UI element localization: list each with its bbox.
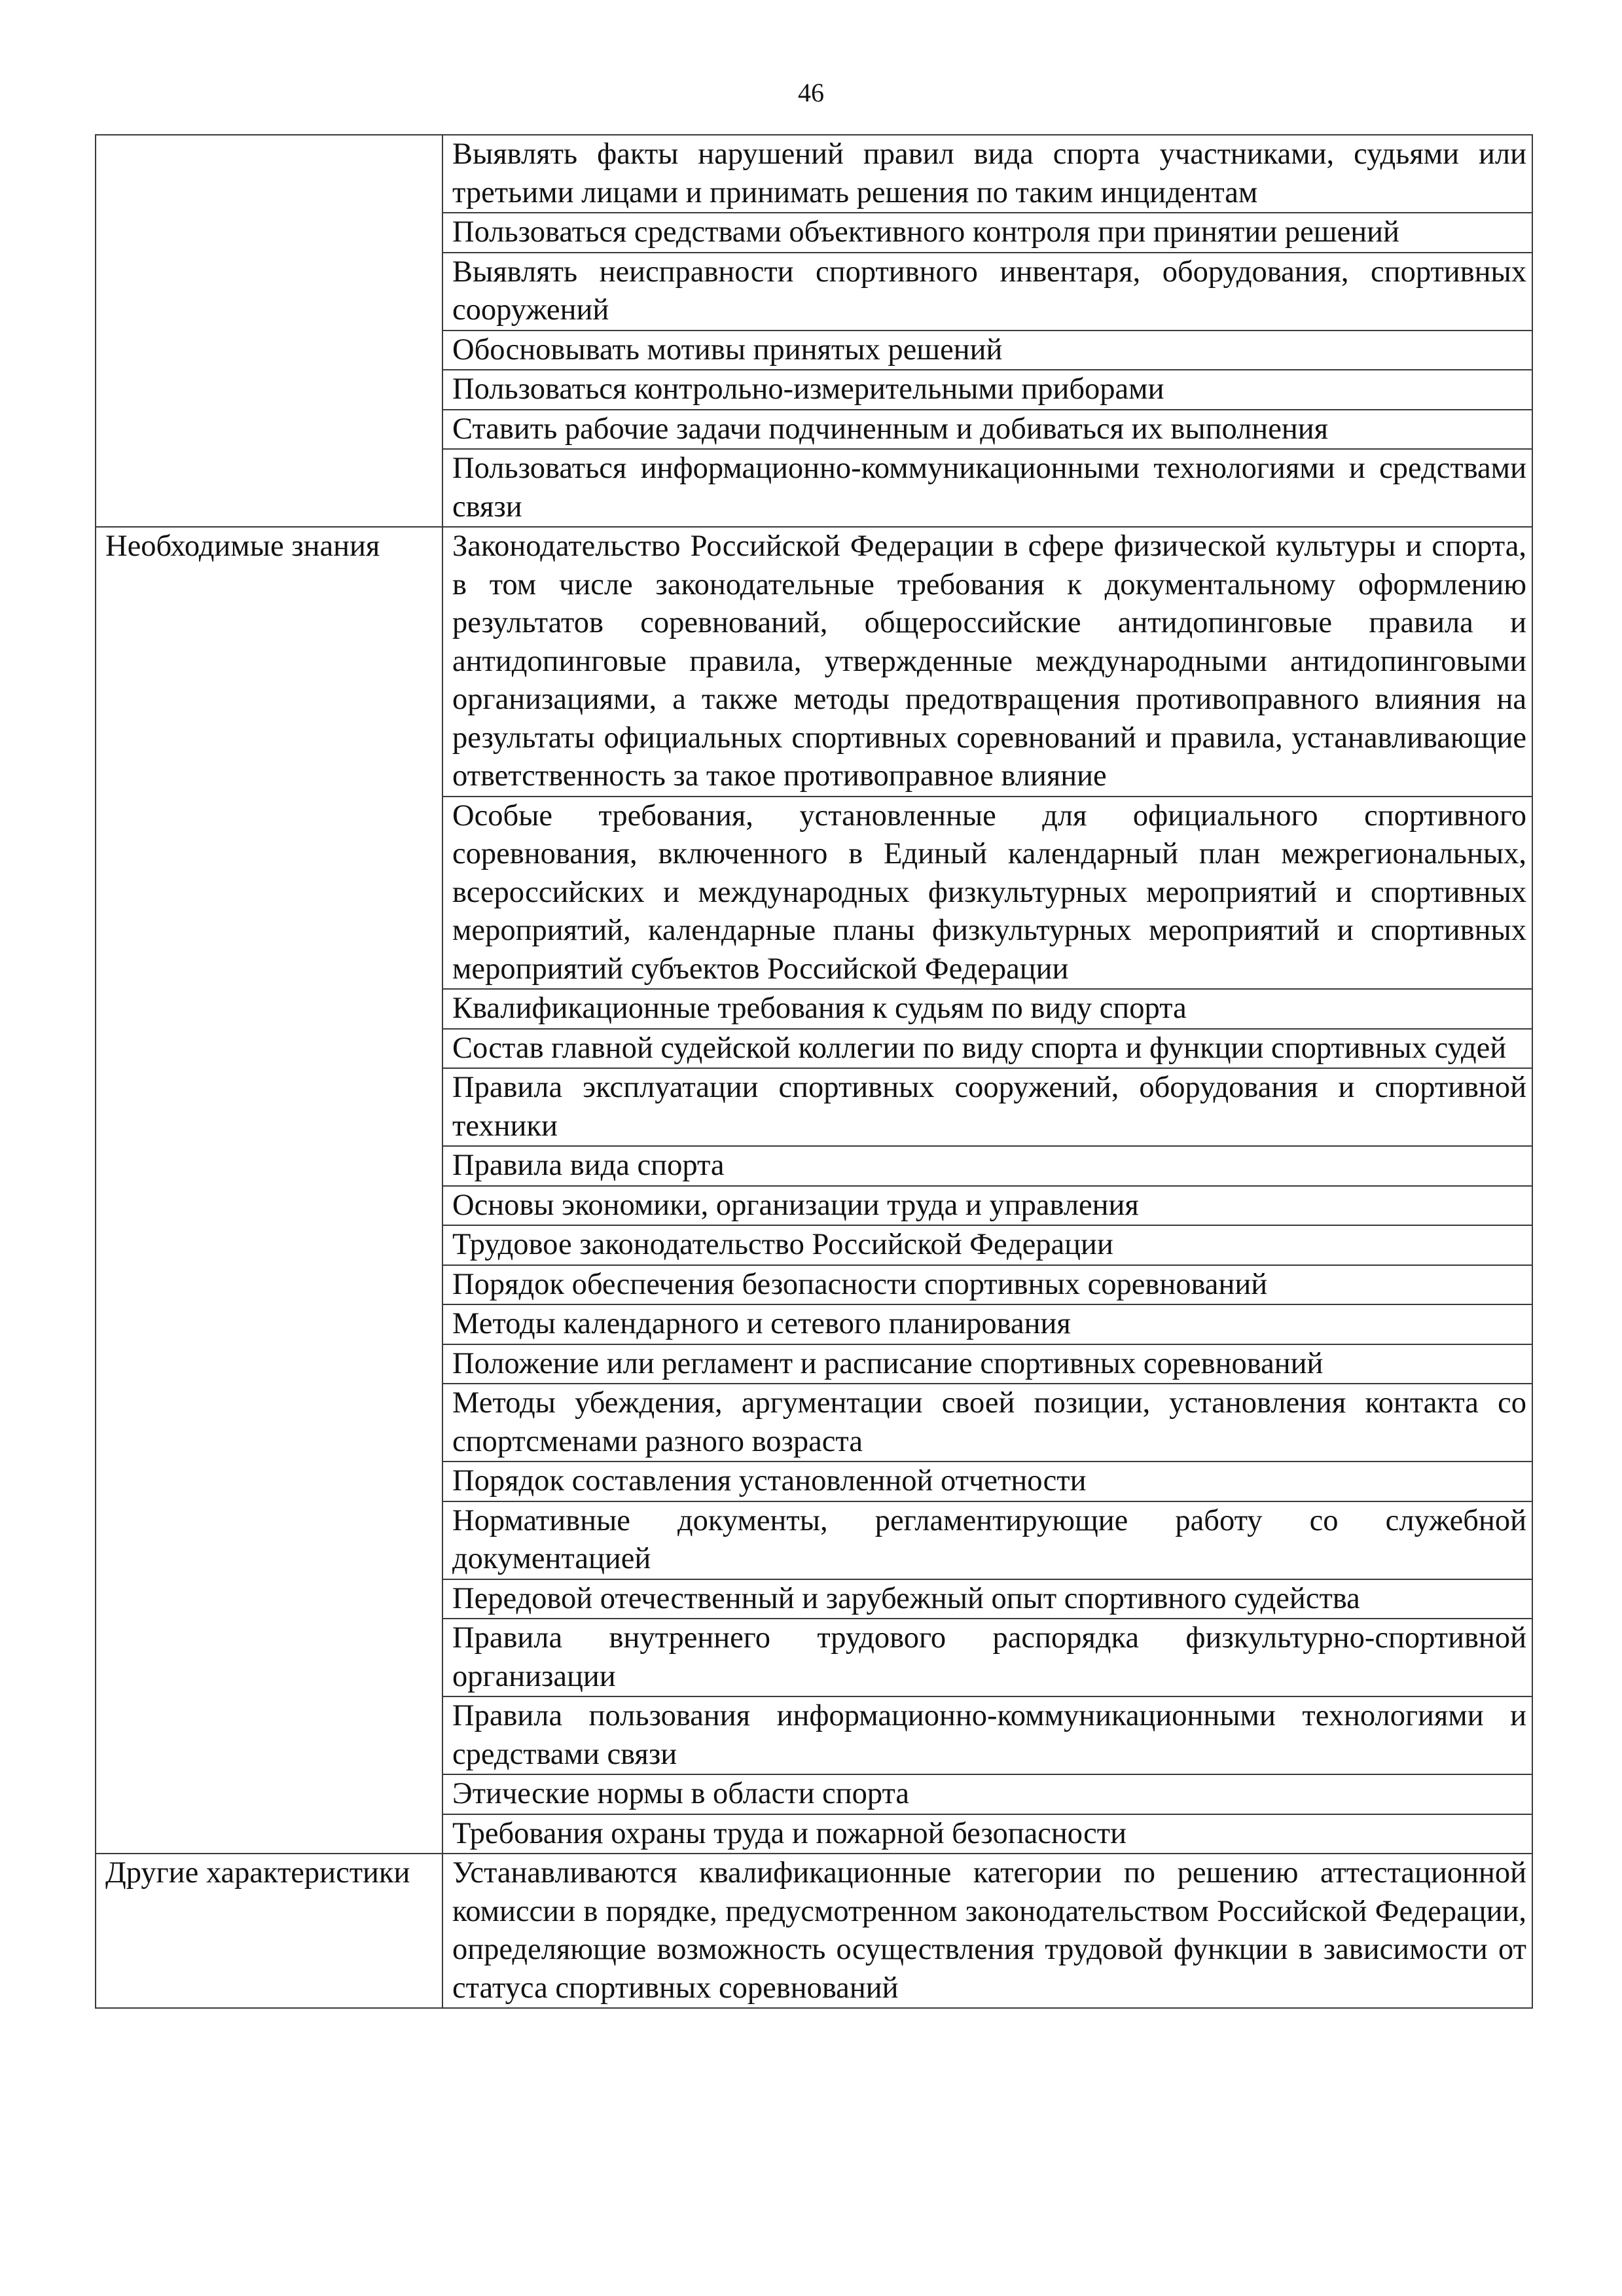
table-cell: Обосновывать мотивы принятых решений <box>442 331 1532 370</box>
table-cell: Особые требования, установленные для официального спортивного соревнования, включенного в Единый календарный план межрегиональных, всероссийских и международных физкультурных мероприятий и спортивных мероприятий, календарные планы физкультурных мероприятий и спортивных мероприятий субъектов Российской Федерации <box>442 797 1532 990</box>
table-cell: Требования охраны труда и пожарной безопасности <box>442 1814 1532 1854</box>
table-cell: Трудовое законодательство Российской Федерации <box>442 1225 1532 1265</box>
table-cell: Устанавливаются квалификационные категории по решению аттестационной комиссии в порядке, предусмотренном законодательством Российской Федерации, определяющие возможность осуществления трудовой функции в зависимости от статуса спортивных соревнований <box>442 1854 1532 2008</box>
table-cell: Выявлять факты нарушений правил вида спорта участниками, судьями или третьими лицами и принимать решения по таким инцидентам <box>442 135 1532 213</box>
table-cell: Методы календарного и сетевого планирования <box>442 1304 1532 1344</box>
table-cell: Методы убеждения, аргументации своей позиции, установления контакта со спортсменами разного возраста <box>442 1384 1532 1462</box>
table-cell: Основы экономики, организации труда и управления <box>442 1186 1532 1226</box>
table-cell: Правила пользования информационно-коммуникационными технологиями и средствами связи <box>442 1696 1532 1774</box>
section-label: Другие характеристики <box>96 1854 442 2008</box>
table-cell: Ставить рабочие задачи подчиненным и добиваться их выполнения <box>442 410 1532 450</box>
table-row <box>96 527 1532 797</box>
table-cell: Выявлять неисправности спортивного инвентаря, оборудования, спортивных сооружений <box>442 253 1532 331</box>
table-cell: Правила вида спорта <box>442 1146 1532 1186</box>
page-number: 46 <box>798 78 824 107</box>
table-cell: Законодательство Российской Федерации в сфере физической культуры и спорта, в том числе законодательные требования к документальному оформлению результатов соревнований, общероссийские антидопинговые правила и антидопинговые правила, утвержденные международными антидопинговыми организациями, а также методы предотвращения противоправного влияния на результаты официальных спортивных соревнований и правила, устанавливающие ответственность за такое противоправное влияние <box>442 527 1532 797</box>
table-cell: Порядок составления установленной отчетности <box>442 1462 1532 1501</box>
table-cell: Квалификационные требования к судьям по виду спорта <box>442 989 1532 1029</box>
section-label <box>96 135 442 527</box>
table-cell: Положение или регламент и расписание спортивных соревнований <box>442 1344 1532 1384</box>
table-cell: Нормативные документы, регламентирующие работу со служебной документацией <box>442 1501 1532 1579</box>
requirements-table <box>95 134 1533 2009</box>
table-cell: Порядок обеспечения безопасности спортивных соревнований <box>442 1265 1532 1305</box>
table-cell: Пользоваться средствами объективного контроля при принятии решений <box>442 213 1532 253</box>
table-cell: Пользоваться информационно-коммуникационными технологиями и средствами связи <box>442 449 1532 527</box>
table-cell: Правила эксплуатации спортивных сооружений, оборудования и спортивной техники <box>442 1068 1532 1146</box>
table-row <box>96 135 1532 213</box>
table-cell: Состав главной судейской коллегии по виду спорта и функции спортивных судей <box>442 1029 1532 1069</box>
table-cell: Передовой отечественный и зарубежный опыт спортивного судейства <box>442 1579 1532 1619</box>
table-cell: Пользоваться контрольно-измерительными приборами <box>442 370 1532 410</box>
table-cell: Этические нормы в области спорта <box>442 1774 1532 1814</box>
table-cell: Правила внутреннего трудового распорядка физкультурно-спортивной организации <box>442 1619 1532 1696</box>
section-label: Необходимые знания <box>96 527 442 1854</box>
table-row <box>96 1854 1532 2008</box>
